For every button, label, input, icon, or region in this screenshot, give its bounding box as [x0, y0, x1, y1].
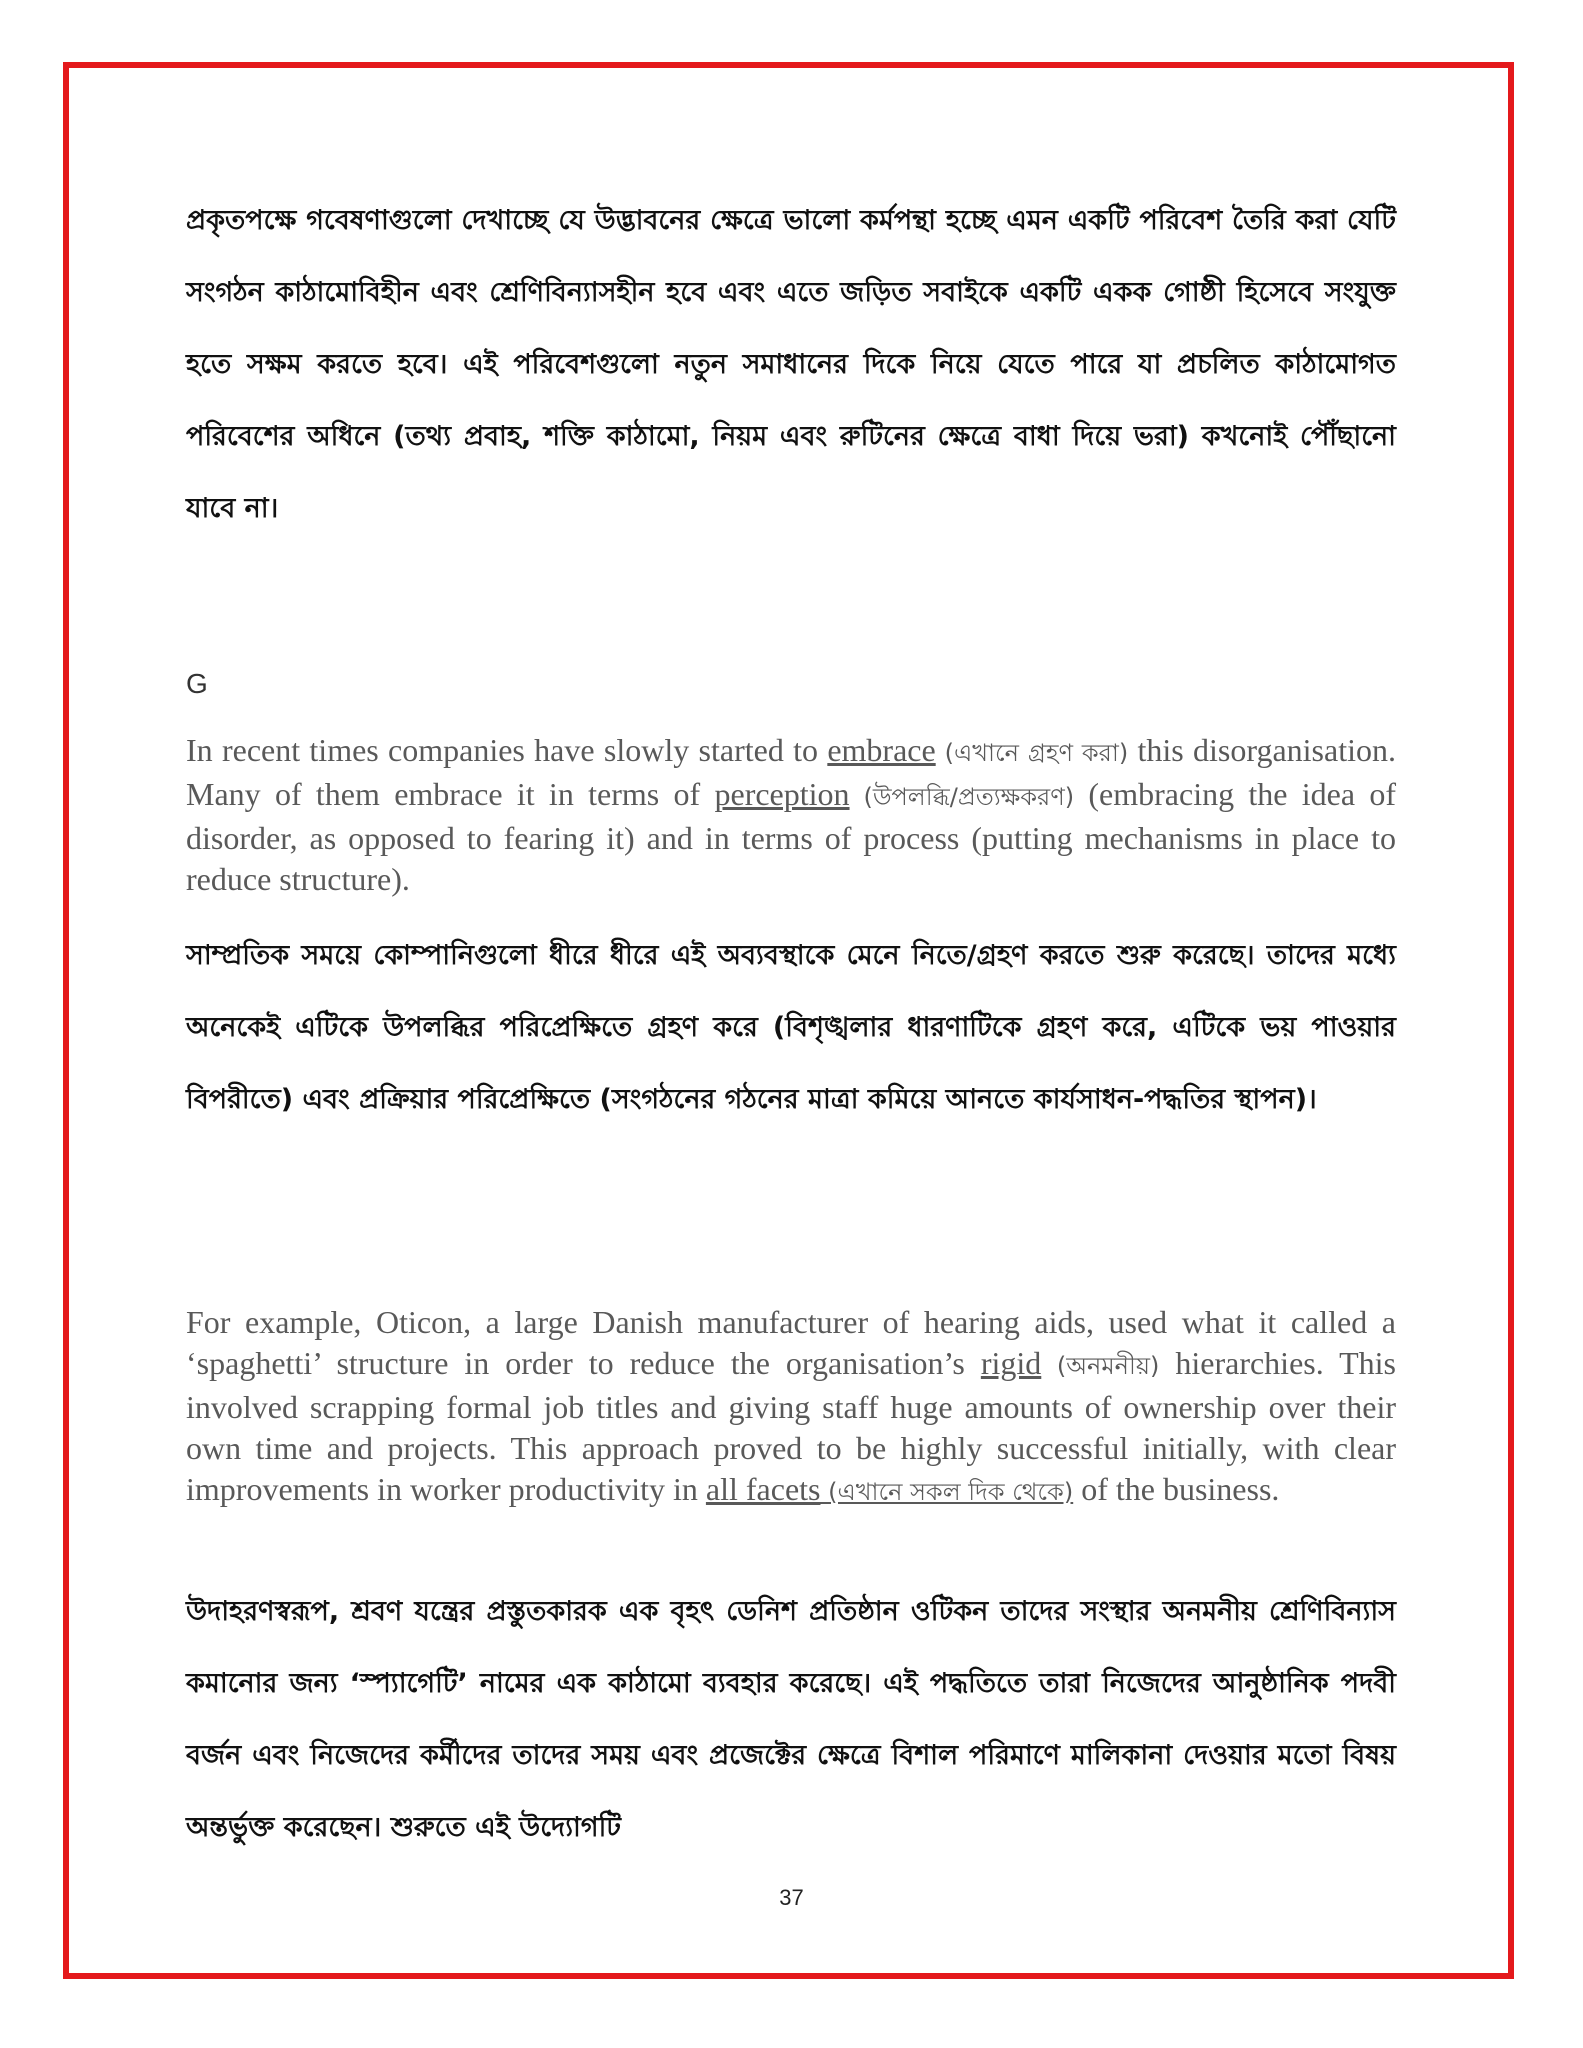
vocab-gloss: (অনমনীয়): [1041, 1352, 1160, 1380]
text-run: this disorganisation. Many of them embrace it in terms of: [186, 732, 1396, 812]
vocab-gloss: (এখানে সকল দিক থেকে): [820, 1478, 1074, 1506]
vocab-term-all-facets: all facets: [705, 1471, 821, 1507]
vocab-term-embrace: embrace: [827, 732, 936, 768]
text-run: of the business.: [1073, 1471, 1280, 1507]
vocab-term-perception: perception: [714, 776, 850, 812]
text-run: (embracing the idea of disorder, as opposed to fearing it) and in terms of process (putting mechanisms in place to reduce structure).: [186, 776, 1397, 897]
vocab-gloss: (এখানে গ্রহণ করা): [935, 739, 1129, 767]
vocab-term-rigid: rigid: [980, 1345, 1042, 1381]
text-run: hierarchies. This involved scrapping formal job titles and giving staff huge amounts of ownership over their own time and projects. This approach proved to be highly successful initially, with clear improvements in worker productivity in: [186, 1345, 1397, 1507]
section-letter: G: [186, 668, 208, 699]
text-run: In recent times companies have slowly started to: [186, 732, 828, 768]
english-paragraph-oticon: [186, 1302, 1396, 1513]
bangla-paragraph-1: প্রকৃতপক্ষে গবেষণাগুলো দেখাচ্ছে যে উদ্ভাবনের ক্ষেত্রে ভালো কর্মপন্থা হচ্ছে এমন একটি পরিবেশ তৈরি করা যেটি সংগঠন কাঠামোবিহীন এবং শ্রেণিবিন্যাসহীন হবে এবং এতে জড়িত সবাইকে একটি একক গোষ্ঠী হিসেবে সংযুক্ত হতে সক্ষম করতে হবে। এই পরিবেশগুলো নতুন সমাধানের দিকে নিয়ে যেতে পারে যা প্রচলিত কাঠামোগত পরিবেশের অধিনে (তথ্য প্রবাহ, শক্তি কাঠামো, নিয়ম এবং রুটিনের ক্ষেত্রে বাধা দিয়ে ভরা) কখনোই পৌঁছানো যাবে না।: [186, 205, 1396, 524]
bangla-paragraph-g: সাম্প্রতিক সময়ে কোম্পানিগুলো ধীরে ধীরে এই অব্যবস্থাকে মেনে নিতে/গ্রহণ করতে শুরু করেছে। তাদের মধ্যে অনেকেই এটিকে উপলব্ধির পরিপ্রেক্ষিতে গ্রহণ করে (বিশৃঙ্খলার ধারণাটিকে গ্রহণ করে, এটিকে ভয় পাওয়ার বিপরীতে) এবং প্রক্রিয়ার পরিপ্রেক্ষিতে (সংগঠনের গঠনের মাত্রা কমিয়ে আনতে কার্যসাধন-পদ্ধতির স্থাপন)।: [186, 940, 1396, 1115]
text-run: For example, Oticon, a large Danish manufacturer of hearing aids, used what it called a ‘spaghetti’ structure in order to reduce the organisation’s: [186, 1304, 1396, 1381]
vocab-gloss: (উপলব্ধি/প্রত্যক্ষকরণ): [849, 783, 1075, 811]
english-paragraph-g: [186, 730, 1396, 900]
page-number: 37: [779, 1885, 804, 1910]
bangla-paragraph-oticon: উদাহরণস্বরূপ, শ্রবণ যন্ত্রের প্রস্তুতকারক এক বৃহৎ ডেনিশ প্রতিষ্ঠান ওটিকন তাদের সংস্থার অনমনীয় শ্রেণিবিন্যাস কমানোর জন্য ‘স্প্যাগেটি’ নামের এক কাঠামো ব্যবহার করেছে। এই পদ্ধতিতে তারা নিজেদের আনুষ্ঠানিক পদবী বর্জন এবং নিজেদের কর্মীদের তাদের সময় এবং প্রজেক্টের ক্ষেত্রে বিশাল পরিমাণে মালিকানা দেওয়ার মতো বিষয় অন্তর্ভুক্ত করেছেন। শুরুতে এই উদ্যোগটি: [186, 1596, 1396, 1843]
